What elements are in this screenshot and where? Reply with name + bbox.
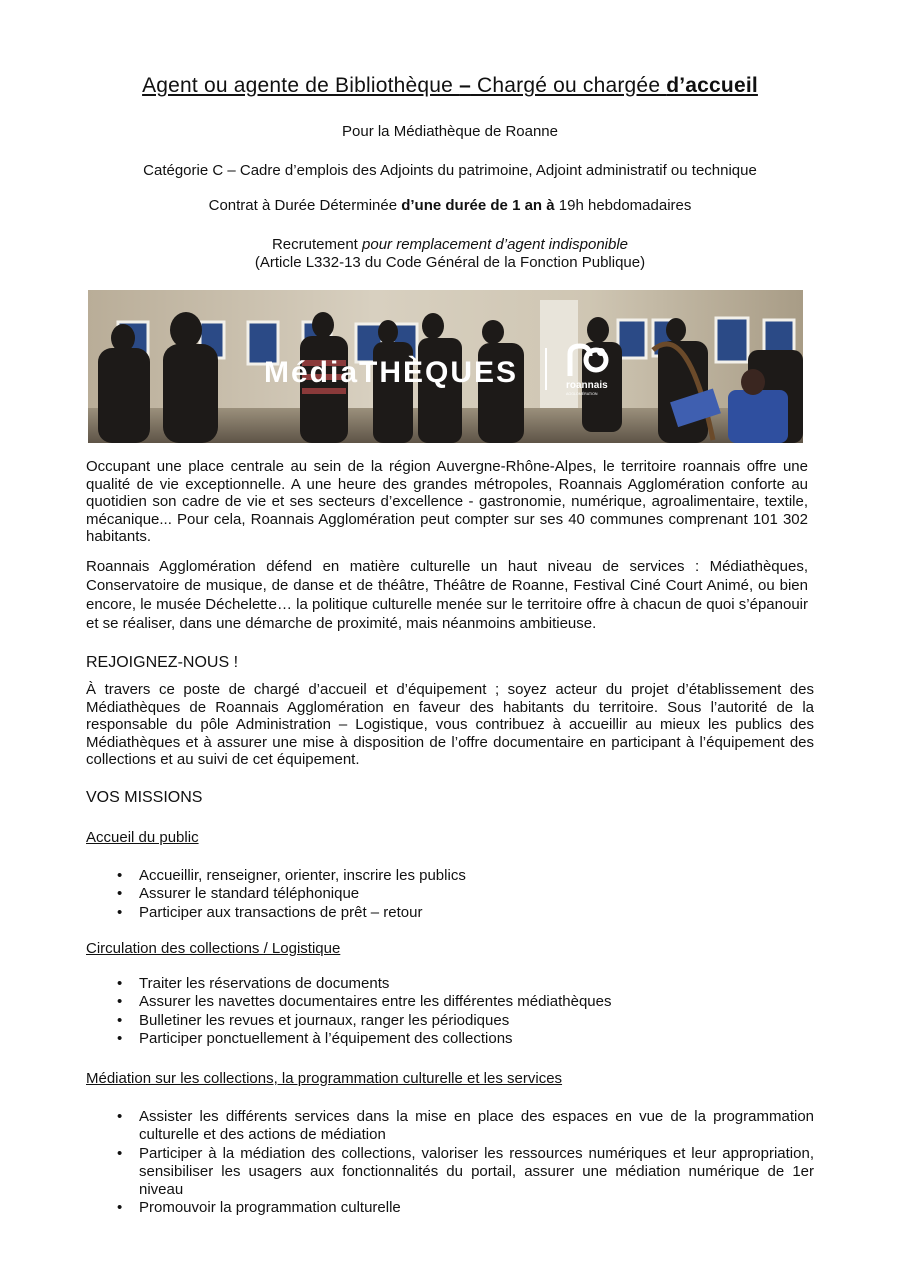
list-item: • Accueillir, renseigner, orienter, inscrire les publics [86, 867, 814, 885]
intro-paragraph-1: Occupant une place centrale au sein de la région Auvergne-Rhône-Alpes, le territoire roannais offre une qualité de vie exceptionnelle. A une heure des grandes métropoles, Roannais Agglomération conforte au quotidien son cadre de vie et ses secteurs d’excellence - gastronomie, numérique, agroalimentaire, textile, mécanique... Pour cela, Roannais Agglomération peut compter sur ses 40 communes comprenant 101 302 habitants. [86, 458, 808, 546]
subtitle: Pour la Médiathèque de Roanne [342, 123, 558, 140]
intro-paragraph-2: Roannais Agglomération défend en matière culturelle un haut niveau de services : Médiathèques, Conservatoire de musique, de danse et de théâtre, Théâtre de Roanne, Festival Ciné Court Animé, ou bien encore, le musée Déchelette… la politique culturelle menée sur le territoire offre à chacun de quoi s’épanouir et se réaliser, dans une démarche de proximité, mais néanmoins ambitieuse. [86, 558, 808, 632]
section-title-mediation: Médiation sur les collections, la programmation culturelle et les services [86, 1070, 563, 1087]
banner-logo-text: MédiaTHÈQUES [264, 356, 519, 389]
roannais-brand: roannais [566, 380, 608, 391]
list-item: • Participer ponctuellement à l’équipement des collections [86, 1030, 814, 1048]
list-item: • Assurer les navettes documentaires entre les différentes médiathèques [86, 993, 814, 1011]
list-accueil [86, 867, 814, 922]
article-reference: (Article L332-13 du Code Général de la Fonction Publique) [254, 254, 646, 271]
list-item: • Bulletiner les revues et journaux, ranger les périodiques [86, 1012, 814, 1030]
section-title-accueil: Accueil du public [86, 829, 199, 846]
missions-heading: VOS MISSIONS [86, 789, 203, 806]
join-heading: REJOIGNEZ-NOUS ! [86, 654, 239, 671]
list-item: • Promouvoir la programmation culturelle [86, 1199, 814, 1217]
list-mediation [86, 1108, 814, 1218]
roannais-brand-sub: AGGLOMÉRATION [566, 392, 598, 396]
category-line: Catégorie C – Cadre d’emplois des Adjoints du patrimoine, Adjoint administratif ou technique [143, 162, 757, 179]
page-title: Agent ou agente de Bibliothèque – Chargé ou chargée d’accueil [142, 74, 758, 97]
list-item: • Traiter les réservations de documents [86, 975, 814, 993]
list-item: • Participer aux transactions de prêt – retour [86, 904, 814, 922]
mediatheques-banner-image [88, 290, 803, 443]
recruitment-line: Recrutement pour remplacement d’agent indisponible [271, 236, 629, 253]
list-item: • Participer à la médiation des collections, valoriser les ressources numériques et leur appropriation, sensibiliser les usagers aux fonctionnalités du portail, assurer une médiation numérique de 1er niveau [86, 1145, 814, 1200]
contract-line: Contrat à Durée Déterminée d’une durée de 1 an à 19h hebdomadaires [208, 197, 692, 214]
list-item: • Assister les différents services dans la mise en place des espaces en vue de la programmation culturelle et des actions de médiation [86, 1108, 814, 1145]
join-paragraph: À travers ce poste de chargé d’accueil et d’équipement ; soyez acteur du projet d’établissement des Médiathèques de Roannais Agglomération en faveur des habitants du territoire. Sous l’autorité de la responsable du pôle Administration – Logistique, vous contribuez à accueillir au mieux les publics des Médiathèques et à assurer une mise à disposition de l’offre documentaire en participant à l’équipement des collections et au suivi de cet équipement. [86, 681, 814, 769]
list-item: • Assurer le standard téléphonique [86, 885, 814, 903]
list-circulation [86, 975, 814, 1048]
section-title-circulation: Circulation des collections / Logistique [86, 940, 341, 957]
